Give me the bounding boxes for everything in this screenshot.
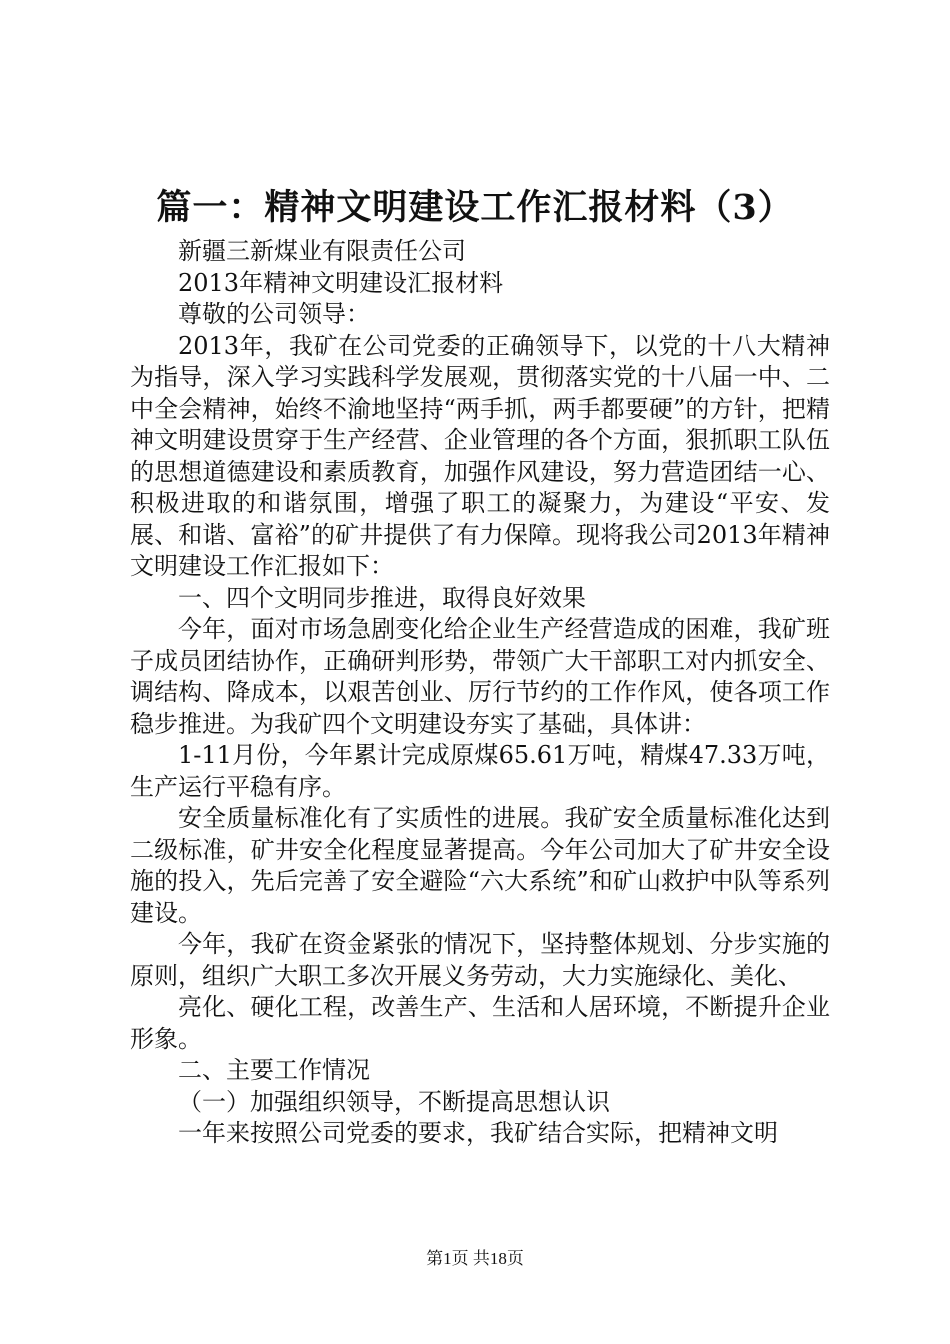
body-paragraph: 今年，面对市场急剧变化给企业生产经营造成的困难，我矿班子成员团结协作，正确研判形势，带领广大干部职工对内抓安全、调结构、降成本，以艰苦创业、厉行节约的工作作风，使各项工作稳步推进。为我矿四个文明建设夯实了基础，具体讲： [130, 615, 830, 738]
body-paragraph: 2013年，我矿在公司党委的正确领导下，以党的十八大精神为指导，深入学习实践科学发展观，贯彻落实党的十八届一中、二中全会精神，始终不渝地坚持“两手抓，两手都要硬”的方针，把精神文明建设贯穿于生产经营、企业管理的各个方面，狠抓职工队伍的思想道德建设和素质教育，加强作风建设，努力营造团结一心、积极进取的和谐氛围，增强了职工的凝聚力，为建设“平安、发展、和谐、富裕”的矿井提供了有力保障。现将我公司2013年精神文明建设工作汇报如下： [130, 331, 830, 580]
body-paragraph: 今年，我矿在资金紧张的情况下，坚持整体规划、分步实施的原则，组织广大职工多次开展义务劳动，大力实施绿化、美化、 [130, 930, 830, 990]
body-paragraph: 安全质量标准化有了实质性的进展。我矿安全质量标准化达到二级标准，矿井安全化程度显著提高。今年公司加大了矿井安全设施的投入，先后完善了安全避险“六大系统”和矿山救护中队等系列建设。 [130, 804, 830, 927]
body-paragraph: 一年来按照公司党委的要求，我矿结合实际，把精神文明 [178, 1119, 778, 1147]
section-heading: 二、主要工作情况 [178, 1056, 370, 1084]
salutation: 尊敬的公司领导： [178, 300, 370, 328]
document-title: 篇一：精神文明建设工作汇报材料（3） [156, 187, 794, 228]
page-footer: 第1页 共18页 [426, 1249, 524, 1268]
report-subtitle: 2013年精神文明建设汇报材料 [178, 268, 504, 297]
company-name: 新疆三新煤业有限责任公司 [178, 237, 466, 265]
document-body [130, 236, 830, 1150]
subsection-heading: （一）加强组织领导，不断提高思想认识 [178, 1087, 610, 1116]
section-heading: 一、四个文明同步推进，取得良好效果 [178, 583, 586, 612]
body-paragraph: 亮化、硬化工程，改善生产、生活和人居环境，不断提升企业形象。 [130, 993, 830, 1053]
body-paragraph: 1-11月份，今年累计完成原煤65.61万吨，精煤47.33万吨，生产运行平稳有序。 [130, 741, 830, 801]
